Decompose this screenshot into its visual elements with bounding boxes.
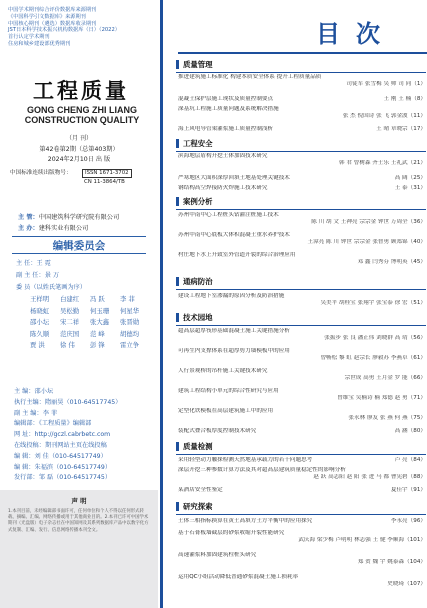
article-page: 80 [413, 428, 421, 434]
section-heading: 工程安全 [176, 139, 213, 148]
article-page: 17 [413, 126, 421, 132]
article-meta: 张永林 廖友 张 燕 何 燕（75） [348, 415, 426, 421]
staff-label: 编 辑： [14, 463, 35, 471]
member-name: 王样明 [30, 295, 50, 303]
divider [12, 253, 146, 254]
issue-volume: 第42卷第2期（总第403期） [39, 146, 119, 153]
article-authors: 陈 川 胡 文 王神亮 宗宗金 钟世 万周全 [311, 219, 408, 225]
article-authors: 宗世成 高勇 王月金 罗 能 [344, 375, 408, 381]
toc-entry[interactable] [178, 153, 426, 167]
article-meta: 司徒军 张雪梅 吴 帅 司 同（1） [346, 81, 426, 87]
article-authors: 张振步 张 良 潘正伟 刘晓群 高 靖 [324, 335, 408, 341]
article-meta: 李永亮（96） [390, 518, 426, 524]
article-title: 采用轻型动力触探检测天然地基承载力的若干问题思考 [178, 457, 313, 463]
staff-label: 在线投稿： [14, 441, 45, 449]
toc-entry[interactable] [178, 252, 426, 266]
staff-row [14, 452, 158, 463]
article-title: 人行景观桥的吊杆施工关键技术研究 [178, 368, 268, 374]
staff-label: 副 主 编： [14, 409, 43, 417]
journal-english-title: CONSTRUCTION QUALITY [24, 115, 140, 125]
article-title: 混凝土保护层施工现状及质量控制要点 [178, 96, 274, 102]
staff-label: 编辑部： [14, 420, 39, 428]
member-row [30, 329, 150, 341]
article-title: 钢结构高空焊接防火焊施工技术研究 [178, 185, 268, 191]
director-label: 主 任： [16, 260, 37, 267]
article-meta: 王 泰（31） [394, 185, 426, 191]
article-authors: 卢 亮 [394, 457, 408, 463]
member-name: 冯 跃 [90, 295, 105, 303]
indexing-line: 首行认定学术期刊 [8, 34, 50, 41]
article-meta: 卢 亮（84） [394, 457, 426, 463]
indexing-list [8, 7, 156, 48]
issn-code: ISSN 1671-3702 [82, 169, 132, 178]
toc-entry[interactable] [178, 293, 426, 307]
article-title: 超高层超厚筏形基础混凝土施工关键措施分析 [178, 328, 290, 334]
toc-entry[interactable] [178, 328, 426, 342]
member-name: 范 峰 [90, 329, 105, 338]
code-label: 中国标准连续出版物号： [10, 170, 72, 176]
article-title: 建设工程地下室渗漏的原因分析及防治措施 [178, 293, 285, 299]
member-name: 彭 锋 [90, 341, 105, 350]
article-meta: 王 刚 王 楠（8） [383, 96, 426, 102]
section-heading: 技术园地 [176, 313, 213, 322]
article-page: 31 [413, 185, 421, 191]
article-page: 51 [413, 300, 421, 306]
statement-body: 1.本刊目前，未经编辑部书面许可，任何单位和个人不得以任何形式转载、摘编、汇编、网络传播或用于其他商业目的。2.本刊已许可中国学术期刊（光盘版）电子杂志社在中国知网及其系列数据库产品中以数字化方式复制、汇编、发行、信息网络传播本刊全文。 [8, 509, 149, 533]
toc-entry[interactable] [178, 574, 426, 588]
section-rule [176, 209, 426, 210]
article-title: 严寒地区大面积深厚回填土地基处理关键技术 [178, 175, 290, 181]
article-meta: 高 阔（25） [394, 175, 426, 181]
article-page: 21 [413, 160, 421, 166]
article-title: 定型化铁模板在高层建筑施工中的应用 [178, 408, 274, 414]
article-meta: 曾畅松 黎 虹 赵宗长 廖毅苏 李燕卓（61） [320, 355, 426, 361]
member-name: 贾 洪 [30, 341, 45, 350]
member-name: 徐 伟 [60, 341, 75, 350]
toc-entry[interactable] [178, 126, 426, 133]
member-row [30, 340, 150, 352]
article-meta: 吴美平 胡桂宝 张翔宇 张宝泰 徐 宏（51） [320, 300, 426, 306]
indexing-line: 住房和城乡建设部优秀期刊 [8, 40, 71, 47]
article-page: 36 [413, 219, 421, 225]
section-heading: 质量检测 [176, 442, 213, 451]
article-authors: 夏佳宇 [390, 487, 408, 493]
vertical-divider [160, 0, 163, 608]
article-authors: 韩 君 曾树森 齐士乐 王礼武 [339, 160, 408, 166]
article-page: 25 [413, 175, 421, 181]
article-authors: 高 阔 [394, 175, 408, 181]
toc-entry[interactable] [178, 348, 426, 362]
staff-label: 发行部： [14, 474, 39, 482]
article-title: 滨海地层盾构开挖土体加固技术研究 [178, 153, 268, 159]
member-row [30, 294, 150, 306]
indexing-line: JST日本科学技术振兴机构数据库（日）（2022） [8, 27, 120, 34]
divider [12, 236, 146, 237]
section-heading: 质量管理 [176, 60, 213, 69]
member-grid [30, 294, 150, 352]
toc-title-rule [178, 52, 427, 54]
vice-director-line [16, 270, 59, 279]
section-rule [176, 289, 426, 290]
article-page: 11 [413, 113, 421, 119]
article-title: 苏州中南中心工程桩头钻灌注桩施工技术 [178, 212, 279, 218]
editorial-staff [14, 387, 158, 484]
article-authors: 吴美平 胡桂宝 张翔宇 张宝泰 徐 宏 [320, 300, 408, 306]
article-title: 装配式叠合板厚度控制技术研究 [178, 428, 257, 434]
table-of-contents [166, 0, 427, 608]
staff-value: 朱福滨（010-64517749） [34, 463, 112, 471]
article-meta: 王 晴 章晓宗（17） [376, 126, 426, 132]
article-meta: 史晓琦（107） [387, 581, 426, 587]
article-title: 村庄地下水上升致室外管道开裂的综合治理应用 [178, 252, 296, 258]
staff-label: 网 址： [14, 431, 35, 439]
member-name: 胡德均 [120, 329, 140, 338]
toc-entry[interactable] [178, 408, 426, 422]
article-page: 104 [409, 559, 421, 565]
statement-title: 声 明 [71, 497, 87, 505]
director-value: 王 霓 [36, 260, 51, 267]
article-meta: 赵 跃 高志阳 赵 阳 张 进 马 都 曹宪碧（88） [313, 474, 426, 480]
article-title: 土体三相指标换算在黄土高填方土方平衡中的应用探究 [178, 518, 313, 524]
staff-value: 邹 磊（010-64517745） [38, 474, 112, 482]
staff-row [14, 409, 158, 420]
article-page: 40 [413, 239, 421, 245]
publish-date: 2024年2月10日 出 版 [47, 156, 111, 163]
toc-entry[interactable] [178, 428, 426, 435]
section-heading: 研究探索 [176, 502, 213, 511]
toc-entry[interactable] [178, 552, 426, 566]
article-page: 101 [409, 537, 421, 543]
article-authors: 郑 贺 魏 宇 姚泰森 [357, 559, 405, 565]
article-meta: 郑 贺 魏 宇 姚泰森（104） [357, 559, 426, 565]
article-title: 深层开挖三种参数计算方法及其对超高层建筑质量稳定性的影响分析 [178, 467, 346, 473]
article-page: 8 [416, 96, 421, 102]
member-name: 宋二祥 [60, 318, 80, 327]
member-name: 范庆国 [60, 329, 80, 338]
article-meta: 陈 川 胡 文 王神亮 宗宗金 钟世 万周全（36） [311, 219, 426, 225]
section-rule [176, 72, 426, 73]
member-name: 陈久顺 [30, 329, 50, 338]
article-authors: 王 刚 王 楠 [383, 96, 412, 102]
article-title: 深基坑工程施工质量问题及系统解决措施 [178, 106, 279, 112]
article-authors: 史晓琦 [387, 581, 405, 587]
article-authors: 王 晴 章晓宗 [376, 126, 408, 132]
staff-value: 隋丽昊（010-64517745） [44, 398, 122, 406]
article-meta: 韩 君 曾树森 齐士乐 王礼武（21） [339, 160, 426, 166]
toc-entry[interactable] [178, 106, 426, 120]
article-page: 1 [416, 81, 421, 87]
staff-row [14, 430, 158, 441]
staff-label: 主 编： [14, 388, 35, 395]
article-page: 61 [413, 355, 421, 361]
article-page: 88 [413, 474, 421, 480]
staff-row [14, 387, 158, 398]
section-rule [176, 151, 426, 152]
article-authors: 曾畅松 黎 虹 赵宗长 廖毅苏 李燕卓 [320, 355, 408, 361]
staff-value: 《工程质量》编辑部 [38, 420, 92, 428]
article-title: 海上风电导管架灌浆施工质量控制浅析 [178, 126, 274, 132]
article-authors: 邓 鑫 闫秀芬 博明英 [357, 259, 408, 265]
toc-entry[interactable] [178, 467, 426, 481]
member-row [30, 317, 150, 329]
article-authors: 高 涵 [394, 428, 408, 434]
article-authors: 张永林 廖友 张 燕 何 燕 [348, 415, 408, 421]
member-name: 李 菲 [120, 295, 135, 303]
staff-label: 编 辑： [14, 452, 35, 460]
article-title: 某酒店安全性鉴定 [178, 487, 223, 493]
article-page: 71 [413, 395, 421, 401]
member-name: 吴松勤 [60, 306, 80, 315]
article-title: 基于石膏板墙截层的砂浆收缩开裂性能研究 [178, 530, 285, 536]
indexing-line: 中国核心期刊（遴选）数据库收录期刊 [8, 20, 97, 27]
statement-box [0, 490, 158, 608]
toc-entry[interactable] [178, 74, 426, 88]
section-heading: 通病防治 [176, 277, 213, 286]
article-meta: 夏佳宇（91） [390, 487, 426, 493]
staff-value: 邵小坛 [34, 388, 54, 395]
indexing-line: 中国学术期刊综合评价数据库来源期刊 [8, 7, 97, 13]
toc-entry[interactable] [178, 185, 426, 192]
article-page: 75 [413, 415, 421, 421]
member-name: 何星华 [120, 306, 140, 315]
staff-value: 刘 佳（010-64517749） [34, 452, 107, 460]
article-authors: 武庆海 梁少梅 卢明明 林志强 王 健 李顺海 [298, 537, 405, 543]
toc-entry[interactable] [178, 175, 426, 182]
article-page: 91 [413, 487, 421, 493]
toc-entry[interactable] [178, 457, 426, 464]
article-title: 高速灌浆料加固建筑柱桩头研究 [178, 552, 257, 558]
staff-row [14, 463, 158, 474]
article-page: 107 [409, 581, 421, 587]
website-link[interactable]: http://gczl.cabrbetc.com [34, 431, 111, 439]
cn-code: CN 11-3864/TB [84, 178, 125, 185]
article-page: 84 [413, 457, 421, 463]
member-name: 雷立争 [120, 341, 140, 350]
committee-title: 编辑委员会 [52, 240, 106, 252]
frequency: （月 刊） [66, 135, 92, 142]
member-name: 张大鑫 [90, 318, 110, 327]
article-title: 可再生内支撑体系在超厚剪力墙模板中的应用 [178, 348, 290, 354]
article-authors: 司徒军 张雪梅 吴 帅 司 同 [346, 81, 412, 87]
article-page: 66 [413, 375, 421, 381]
member-name: 何玉珊 [90, 306, 110, 315]
publisher-value: 建科实业有限公司 [38, 225, 89, 232]
organizers [18, 212, 158, 234]
section-rule [176, 454, 426, 455]
article-meta: 高 涵（80） [394, 428, 426, 434]
toc-entry[interactable] [178, 212, 426, 226]
staff-label: 执行主编： [14, 398, 45, 406]
article-authors: 赵 跃 高志阳 赵 阳 张 进 马 都 曹宪碧 [313, 474, 408, 480]
organizer-value: 中国建筑科学研究院有限公司 [38, 214, 120, 221]
staff-row [14, 441, 158, 452]
section-rule [176, 514, 426, 515]
staff-value: 李 菲 [42, 409, 58, 417]
article-authors: 曾维宝 吴楠诗 楠 郑德 赵 勇 [337, 395, 408, 401]
serial-codes [10, 169, 158, 186]
organizer-label: 主 管： [18, 214, 39, 221]
toc-title: 目次 [316, 20, 396, 48]
staff-row [14, 398, 158, 409]
article-meta: 武庆海 梁少梅 卢明明 林志强 王 健 李顺海（101） [298, 537, 426, 543]
toc-entry[interactable] [178, 96, 426, 103]
member-name: 白建红 [60, 295, 80, 303]
article-authors: 张 杰 倪国诗 张 飞 郭金波 [342, 113, 408, 119]
article-title: 运用QC小组活动降低普通砂浆混凝土施工损耗率 [178, 574, 299, 580]
article-authors: 王漳亮 陈 川 钟世 宗宗金 张智勇 顾郑锦 [307, 239, 408, 245]
toc-entry[interactable] [178, 232, 426, 246]
member-name: 邵小坛 [30, 318, 50, 327]
toc-entry[interactable] [178, 388, 426, 402]
article-page: 45 [413, 259, 421, 265]
article-page: 96 [413, 518, 421, 524]
article-meta: 宗世成 高勇 王月金 罗 能（66） [344, 375, 426, 381]
journal-pinyin: GONG CHENG ZHI LIANG [27, 105, 137, 115]
article-meta: 邓 鑫 闫秀芬 博明英（45） [357, 259, 426, 265]
member-name: 杨晓虹 [30, 306, 50, 315]
member-name: 张晋勋 [120, 318, 140, 327]
section-heading: 案例分析 [176, 197, 213, 206]
article-title: 推进建筑施工标准化 构建本质安全体系 提升工程质量品质 [178, 74, 322, 80]
article-meta: 王漳亮 陈 川 钟世 宗宗金 张智勇 顾郑锦（40） [307, 239, 426, 245]
toc-entry[interactable] [178, 368, 426, 382]
vice-director-label: 副 主 任： [16, 272, 45, 279]
article-title: 苏州中南中心底板大体积混凝土重水养护技术 [178, 232, 290, 238]
article-authors: 李永亮 [390, 518, 408, 524]
journal-logo: 工程质量 [33, 78, 129, 103]
staff-row [14, 419, 158, 430]
toc-entry[interactable] [178, 530, 426, 544]
submission-link[interactable]: 期刊网站主页在线投稿 [44, 441, 107, 449]
article-authors: 王 泰 [394, 185, 408, 191]
article-page: 56 [413, 335, 421, 341]
section-rule [176, 325, 426, 326]
staff-row [14, 473, 158, 484]
article-meta: 曾维宝 吴楠诗 楠 郑德 赵 勇（71） [337, 395, 426, 401]
indexing-line: 《中国科学引文数据库》来源期刊 [8, 13, 86, 20]
article-title: 建筑工程结构小单元的综合性研究与应用 [178, 388, 279, 394]
toc-entry[interactable] [178, 518, 426, 525]
publisher-label: 主 办： [18, 225, 39, 232]
toc-entry[interactable] [178, 487, 426, 494]
director-line [16, 258, 51, 267]
article-meta: 张 杰 倪国诗 张 飞 郭金波（11） [342, 113, 426, 119]
code-label [10, 178, 82, 186]
vice-director-value: 景 万 [44, 272, 60, 279]
left-info-panel [0, 0, 158, 608]
article-meta: 张振步 张 良 潘正伟 刘晓群 高 靖（56） [324, 335, 426, 341]
member-row [30, 306, 150, 318]
members-label: 委 员（以姓氏笔画为序） [16, 284, 87, 291]
